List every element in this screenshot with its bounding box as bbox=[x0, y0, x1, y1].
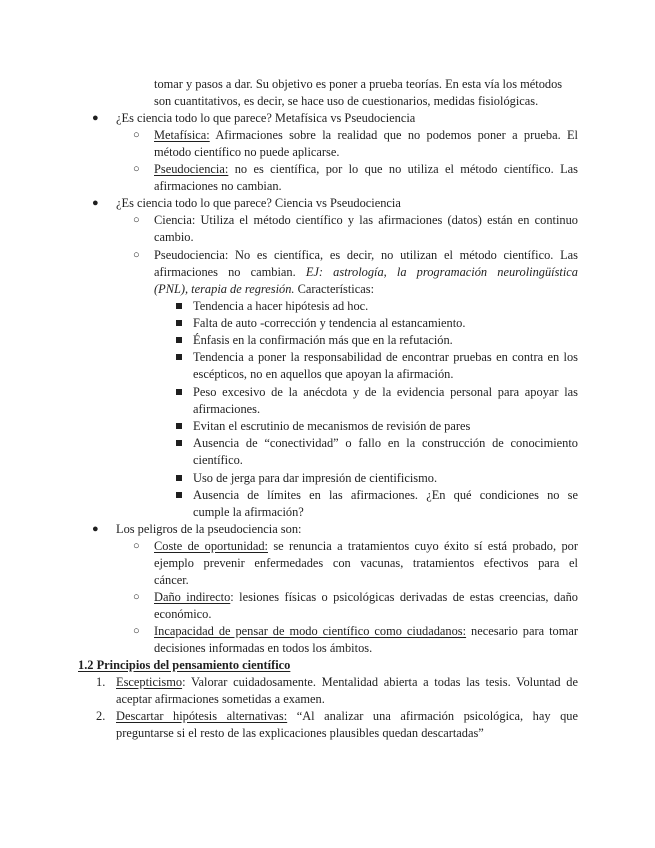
text-line bbox=[116, 708, 578, 725]
text-line bbox=[154, 127, 578, 144]
text-line bbox=[154, 161, 578, 178]
text-line: cáncer. bbox=[154, 573, 189, 587]
text-span: se renuncia a tratamientos cuyo éxito sí está probado, por bbox=[273, 539, 578, 553]
list-item: ¿Es ciencia todo lo que parece? Ciencia vs Pseudociencia bbox=[116, 196, 401, 210]
term-metafisica: Metafísica: bbox=[154, 128, 210, 142]
text-line bbox=[154, 538, 578, 555]
text-span: Características: bbox=[297, 282, 375, 296]
text-line: Pseudociencia: No es científica, es decir, no utilizan el método científico. Las bbox=[154, 248, 578, 262]
list-item: Peso excesivo de la anécdota y de la evidencia personal para apoyar las bbox=[193, 385, 578, 399]
text-line: ejemplo prevenir enfermedades con vacunas, tratamientos efectivos para el bbox=[154, 556, 578, 570]
list-item: Los peligros de la pseudociencia son: bbox=[116, 522, 302, 536]
text-line bbox=[154, 264, 578, 281]
bullet-circle-icon: ○ bbox=[133, 625, 140, 637]
text-line: escépticos, no en aquellos que apoyan la afirmación. bbox=[193, 367, 454, 381]
list-number: 1. bbox=[96, 675, 106, 689]
bullet-square-icon bbox=[176, 354, 182, 360]
example-text: EJ: astrología, la programación neurolingüística bbox=[305, 265, 579, 279]
bullet-square-icon bbox=[176, 492, 182, 498]
text-line: tomar y pasos a dar. Su objetivo es poner a prueba teorías. En esta vía los métodos bbox=[154, 77, 563, 91]
list-item: Énfasis en la confirmación más que en la refutación. bbox=[193, 333, 453, 347]
list-item: Ausencia de “conectividad” o fallo en la construcción de conocimiento bbox=[193, 436, 578, 450]
section-heading: 1.2 Principios del pensamiento científico bbox=[78, 658, 291, 672]
bullet-circle-icon: ○ bbox=[133, 540, 140, 552]
bullet-square-icon bbox=[176, 389, 182, 395]
text-line: son cuantitativos, es decir, se hace uso de cuestionarios, medidas fisiológicas. bbox=[154, 94, 539, 108]
term-descartar: Descartar hipótesis alternativas: bbox=[116, 709, 288, 723]
term-incapacidad: Incapacidad de pensar de modo científico como ciudadanos: bbox=[154, 624, 467, 638]
text-span: Afirmaciones sobre la realidad que no podemos poner a prueba. El bbox=[215, 128, 578, 142]
text-span: “Al analizar una afirmación psicológica, hay que bbox=[296, 709, 578, 723]
text-line bbox=[154, 281, 374, 298]
text-line: aceptar afirmaciones sometidas a examen. bbox=[116, 692, 325, 706]
text-line: económico. bbox=[154, 607, 212, 621]
text-line: cambio. bbox=[154, 230, 194, 244]
list-item: Tendencia a poner la responsabilidad de encontrar pruebas en contra en los bbox=[193, 350, 578, 364]
text-line: afirmaciones. bbox=[193, 402, 261, 416]
bullet-square-icon bbox=[176, 337, 182, 343]
text-span: : lesiones físicas o psicológicas derivadas de estas creencias, daño bbox=[230, 590, 578, 604]
text-line: método científico no puede aplicarse. bbox=[154, 145, 340, 159]
bullet-dot-icon: ● bbox=[92, 197, 99, 209]
bullet-square-icon bbox=[176, 475, 182, 481]
list-item: Falta de auto -corrección y tendencia al estancamiento. bbox=[193, 316, 466, 330]
bullet-square-icon bbox=[176, 320, 182, 326]
text-span: : Valorar cuidadosamente. Mentalidad abierta a todas las tesis. Voluntad de bbox=[182, 675, 578, 689]
term-coste: Coste de oportunidad: bbox=[154, 539, 268, 553]
text-line: cumple la afirmación? bbox=[193, 505, 304, 519]
list-item: ¿Es ciencia todo lo que parece? Metafísica vs Pseudociencia bbox=[116, 111, 416, 125]
text-line bbox=[154, 589, 578, 606]
term-escepticismo: Escepticismo bbox=[116, 675, 183, 689]
example-text: (PNL), terapia de regresión. bbox=[154, 282, 295, 296]
list-item: Tendencia a hacer hipótesis ad hoc. bbox=[193, 299, 369, 313]
bullet-circle-icon: ○ bbox=[133, 591, 140, 603]
bullet-circle-icon: ○ bbox=[133, 163, 140, 175]
list-item: Ausencia de límites en las afirmaciones. ¿En qué condiciones no se bbox=[193, 488, 578, 502]
bullet-dot-icon: ● bbox=[92, 523, 99, 535]
text-line: Ciencia: Utiliza el método científico y las afirmaciones (datos) están en continuo bbox=[154, 213, 578, 227]
bullet-dot-icon: ● bbox=[92, 112, 99, 124]
list-number: 2. bbox=[96, 709, 106, 723]
bullet-circle-icon: ○ bbox=[133, 249, 140, 261]
text-line: decisiones informadas en todos los ámbitos. bbox=[154, 641, 373, 655]
text-line bbox=[154, 623, 578, 640]
text-line: afirmaciones no cambian. bbox=[154, 179, 282, 193]
bullet-circle-icon: ○ bbox=[133, 214, 140, 226]
bullet-circle-icon: ○ bbox=[133, 129, 140, 141]
list-item: Evitan el escrutinio de mecanismos de revisión de pares bbox=[193, 419, 471, 433]
text-span: necesario para tomar bbox=[471, 624, 578, 638]
term-pseudociencia: Pseudociencia: bbox=[154, 162, 229, 176]
bullet-square-icon bbox=[176, 303, 182, 309]
list-item: Uso de jerga para dar impresión de cientificismo. bbox=[193, 471, 438, 485]
text-span: afirmaciones no cambian. bbox=[154, 265, 296, 279]
text-line bbox=[116, 674, 578, 691]
text-line: científico. bbox=[193, 453, 243, 467]
bullet-square-icon bbox=[176, 440, 182, 446]
text-span: no es científica, por lo que no utiliza el método científico. Las bbox=[234, 162, 578, 176]
term-dano: Daño indirecto bbox=[154, 590, 231, 604]
bullet-square-icon bbox=[176, 423, 182, 429]
text-line: preguntarse si el resto de las explicaciones plausibles quedan descartadas” bbox=[116, 726, 484, 740]
